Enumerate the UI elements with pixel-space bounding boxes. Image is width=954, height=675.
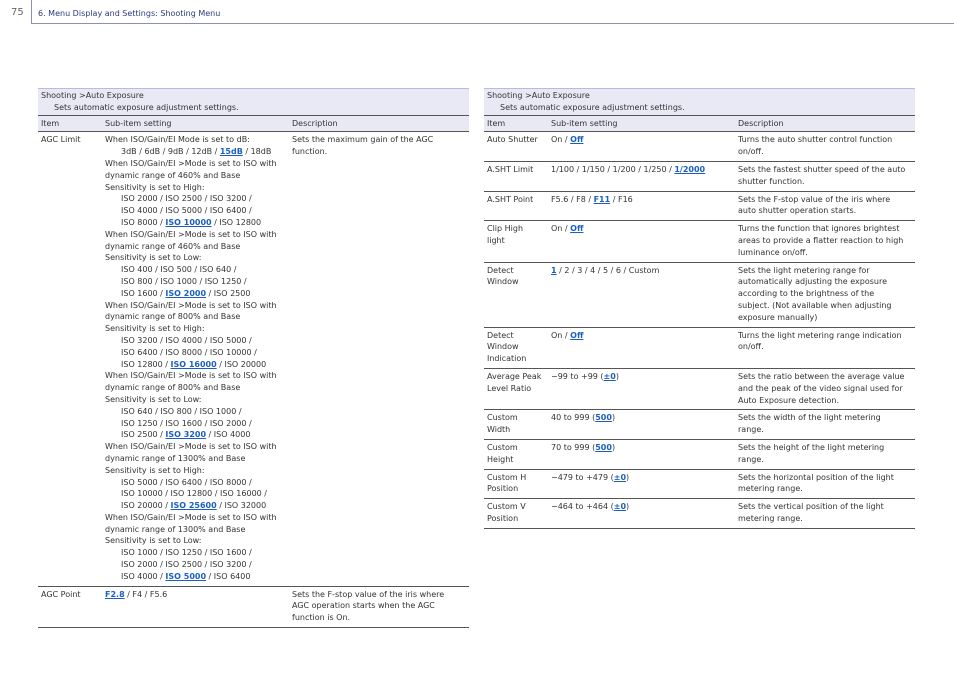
item-name-line: Window bbox=[487, 277, 519, 287]
sub-item-line bbox=[551, 371, 732, 383]
option-text: / 2 / 3 / 4 / 5 / 6 / Custom bbox=[556, 265, 660, 275]
default-value: F11 bbox=[593, 194, 611, 204]
table-row bbox=[484, 191, 915, 221]
option-text: When ISO/Gain/EI >Mode is set to ISO with bbox=[105, 371, 277, 381]
item-name-line: A.SHT Limit bbox=[487, 164, 534, 174]
default-value: ISO 10000 bbox=[165, 217, 212, 227]
option-text: ISO 640 / ISO 800 / ISO 1000 / bbox=[121, 406, 242, 416]
default-value: ±0 bbox=[613, 502, 627, 512]
description-line: Sets the light metering range for bbox=[738, 265, 870, 275]
default-value: ISO 25600 bbox=[170, 501, 217, 511]
description-cell bbox=[735, 439, 915, 469]
table-row bbox=[484, 327, 915, 368]
sub-item-line bbox=[105, 359, 286, 371]
sub-item-line bbox=[105, 382, 286, 394]
sub-item-line bbox=[105, 347, 286, 359]
table-row bbox=[38, 586, 469, 627]
sub-item-line bbox=[105, 276, 286, 288]
option-text: −99 to +99 ( bbox=[551, 371, 604, 381]
option-text: On / bbox=[551, 135, 571, 145]
option-text: Sensitivity is set to Low: bbox=[105, 536, 202, 546]
description-cell bbox=[735, 410, 915, 440]
item-cell bbox=[484, 161, 548, 191]
sub-item-line bbox=[105, 477, 286, 489]
option-text: / F4 / F5.6 bbox=[124, 589, 168, 599]
default-value: Off bbox=[570, 224, 584, 234]
sub-item-line bbox=[105, 500, 286, 512]
option-text: ISO 400 / ISO 500 / ISO 640 / bbox=[121, 265, 237, 275]
sub-item-cell bbox=[548, 327, 735, 368]
breadcrumb[interactable]: 6. Menu Display and Settings: Shooting Menu bbox=[38, 9, 221, 18]
item-cell bbox=[484, 221, 548, 262]
table-row bbox=[484, 262, 915, 327]
option-text: ISO 5000 / ISO 6400 / ISO 8000 / bbox=[121, 477, 252, 487]
description-cell bbox=[735, 191, 915, 221]
option-text: ISO 20000 / bbox=[121, 501, 171, 511]
option-text: / ISO 20000 bbox=[216, 359, 267, 369]
default-value: ±0 bbox=[603, 371, 616, 381]
description-line: Sets the fastest shutter speed of the auto bbox=[738, 164, 906, 174]
option-text: When ISO/Gain/EI >Mode is set to ISO with bbox=[105, 158, 277, 168]
sub-item-cell bbox=[548, 499, 735, 529]
sub-item-cell bbox=[548, 132, 735, 162]
default-value: 500 bbox=[595, 442, 612, 452]
item-name-line: Position bbox=[487, 484, 519, 494]
description-line: AGC operation starts when the AGC bbox=[292, 601, 435, 611]
sub-item-line bbox=[105, 300, 286, 312]
column-header-description: Description bbox=[289, 115, 469, 132]
sub-item-line bbox=[105, 134, 286, 146]
default-value: 500 bbox=[595, 413, 612, 423]
sub-item-cell bbox=[548, 368, 735, 409]
description-line: Sets the F-stop value of the iris where bbox=[292, 589, 445, 599]
description-line: Sets the maximum gain of the AGC bbox=[292, 135, 434, 145]
sub-item-line bbox=[551, 330, 732, 342]
default-value: 1 bbox=[551, 265, 557, 275]
description-line: subject. (Not available when adjusting bbox=[738, 300, 892, 310]
option-text: / ISO 32000 bbox=[216, 501, 267, 511]
option-text: ISO 800 / ISO 1000 / ISO 1250 / bbox=[121, 276, 247, 286]
default-value: 15dB bbox=[219, 147, 243, 157]
description-line: Sets the horizontal position of the light bbox=[738, 472, 894, 482]
sub-item-line bbox=[105, 229, 286, 241]
sub-item-cell bbox=[548, 262, 735, 327]
sub-item-cell bbox=[102, 132, 289, 586]
description-cell bbox=[289, 586, 469, 627]
table-row bbox=[484, 469, 915, 499]
option-text: −464 to +464 ( bbox=[551, 502, 614, 512]
option-text: / 18dB bbox=[242, 147, 272, 157]
item-name: AGC Limit bbox=[41, 135, 81, 145]
description-line: Sets the width of the light metering bbox=[738, 413, 881, 423]
option-text: ) bbox=[611, 413, 616, 423]
description-line: and the peak of the video signal used for bbox=[738, 383, 903, 393]
option-text: ISO 1000 / ISO 1250 / ISO 1600 / bbox=[121, 548, 252, 558]
item-name-line: Detect bbox=[487, 330, 514, 340]
sub-item-line bbox=[105, 288, 286, 300]
description-line: Sets the ratio between the average value bbox=[738, 371, 905, 381]
sub-item-line bbox=[105, 193, 286, 205]
description-cell bbox=[735, 161, 915, 191]
default-value: ISO 16000 bbox=[170, 359, 217, 369]
sub-item-line bbox=[551, 501, 732, 513]
item-name-line: Height bbox=[487, 454, 514, 464]
default-value: ISO 2000 bbox=[165, 288, 207, 298]
description-line: Auto Exposure detection. bbox=[738, 395, 840, 405]
sub-item-line bbox=[105, 512, 286, 524]
sub-item-line bbox=[105, 406, 286, 418]
item-name-line: A.SHT Point bbox=[487, 194, 534, 204]
option-text: ISO 2000 / ISO 2500 / ISO 3200 / bbox=[121, 194, 252, 204]
sub-item-line bbox=[105, 524, 286, 536]
default-value: F2.8 bbox=[105, 589, 125, 599]
option-text: / F16 bbox=[610, 194, 633, 204]
sub-item-line bbox=[105, 453, 286, 465]
option-text: When ISO/Gain/EI >Mode is set to ISO with bbox=[105, 512, 277, 522]
item-cell bbox=[38, 586, 102, 627]
description-line: Turns the function that ignores brightest bbox=[738, 224, 900, 234]
option-text: Sensitivity is set to Low: bbox=[105, 253, 202, 263]
description-line: Sets the F-stop value of the iris where bbox=[738, 194, 891, 204]
column-header-sub-item-setting: Sub-item setting bbox=[548, 115, 735, 132]
description-line: function. bbox=[292, 147, 328, 157]
item-cell bbox=[484, 327, 548, 368]
item-name-line: Custom V bbox=[487, 502, 526, 512]
item-name-line: Average Peak bbox=[487, 371, 542, 381]
description-line: Sets the vertical position of the light bbox=[738, 502, 884, 512]
description-line: Turns the light metering range indication bbox=[738, 330, 902, 340]
description-line: according to the brightness of the bbox=[738, 289, 875, 299]
sub-item-line bbox=[105, 158, 286, 170]
description-line: on/off. bbox=[738, 342, 764, 352]
item-name: AGC Point bbox=[41, 589, 81, 599]
option-text: ISO 4000 / ISO 5000 / ISO 6400 / bbox=[121, 206, 252, 216]
default-value: 1/2000 bbox=[674, 164, 706, 174]
description-line: exposure manually) bbox=[738, 312, 818, 322]
option-text: 70 to 999 ( bbox=[551, 442, 596, 452]
description-cell bbox=[735, 132, 915, 162]
sub-item-line bbox=[105, 252, 286, 264]
table-title: Shooting >Auto Exposure bbox=[38, 89, 469, 102]
page-number: 75 bbox=[11, 7, 24, 18]
option-text: 3dB / 6dB / 9dB / 12dB / bbox=[121, 147, 220, 157]
table-row bbox=[38, 132, 469, 586]
sub-item-cell bbox=[548, 161, 735, 191]
option-text: dynamic range of 1300% and Base bbox=[105, 453, 246, 463]
description-cell bbox=[735, 262, 915, 327]
option-text: / ISO 4000 bbox=[206, 430, 251, 440]
sub-item-line bbox=[551, 164, 732, 176]
description-line: auto shutter operation starts. bbox=[738, 206, 857, 216]
item-cell bbox=[484, 439, 548, 469]
description-line: range. bbox=[738, 454, 764, 464]
table-row bbox=[484, 161, 915, 191]
default-value: ISO 5000 bbox=[165, 571, 207, 581]
option-text: −479 to +479 ( bbox=[551, 472, 614, 482]
sub-item-cell bbox=[548, 469, 735, 499]
item-cell bbox=[484, 368, 548, 409]
sub-item-line bbox=[105, 241, 286, 253]
description-line: Sets the height of the light metering bbox=[738, 442, 885, 452]
sub-item-line bbox=[105, 205, 286, 217]
option-text: ) bbox=[615, 371, 619, 381]
table-title: Shooting >Auto Exposure bbox=[484, 89, 915, 102]
sub-item-line bbox=[551, 265, 732, 277]
sub-item-line bbox=[105, 571, 286, 583]
sub-item-line bbox=[551, 223, 732, 235]
item-cell bbox=[484, 262, 548, 327]
sub-item-line bbox=[105, 370, 286, 382]
default-value: ISO 3200 bbox=[165, 430, 207, 440]
option-text: When ISO/Gain/EI >Mode is set to ISO with bbox=[105, 442, 277, 452]
option-text: When ISO/Gain/EI >Mode is set to ISO with bbox=[105, 229, 277, 239]
sub-item-line bbox=[105, 170, 286, 182]
option-text: ISO 6400 / ISO 8000 / ISO 10000 / bbox=[121, 347, 257, 357]
option-text: ) bbox=[626, 502, 630, 512]
option-text: Sensitivity is set to High: bbox=[105, 324, 205, 334]
sub-item-line bbox=[105, 418, 286, 430]
table-subtitle: Sets automatic exposure adjustment settings. bbox=[484, 102, 915, 115]
item-name-line: Window bbox=[487, 342, 519, 352]
sub-item-cell bbox=[548, 191, 735, 221]
description-line: on/off. bbox=[738, 147, 764, 157]
sub-item-cell bbox=[548, 410, 735, 440]
auto-exposure-table-left bbox=[38, 88, 469, 628]
description-line: luminance on/off. bbox=[738, 247, 808, 257]
item-cell bbox=[484, 132, 548, 162]
table-row bbox=[484, 368, 915, 409]
option-text: dynamic range of 800% and Base bbox=[105, 383, 241, 393]
sub-item-line bbox=[105, 429, 286, 441]
item-name-line: Custom bbox=[487, 413, 518, 423]
table-row bbox=[484, 439, 915, 469]
sub-item-line bbox=[551, 472, 732, 484]
header-rule bbox=[31, 23, 954, 24]
option-text: 1/100 / 1/150 / 1/200 / 1/250 / bbox=[551, 164, 675, 174]
description-line: range. bbox=[738, 425, 764, 435]
item-name-line: Position bbox=[487, 513, 519, 523]
table-row bbox=[484, 132, 915, 162]
option-text: On / bbox=[551, 330, 571, 340]
option-text: / ISO 12800 bbox=[211, 217, 262, 227]
option-text: 40 to 999 ( bbox=[551, 413, 596, 423]
item-cell bbox=[484, 191, 548, 221]
default-value: Off bbox=[570, 135, 584, 145]
sub-item-line bbox=[105, 589, 286, 601]
description-cell bbox=[735, 368, 915, 409]
option-text: ISO 2000 / ISO 2500 / ISO 3200 / bbox=[121, 560, 252, 570]
option-text: F5.6 / F8 / bbox=[551, 194, 594, 204]
option-text: dynamic range of 1300% and Base bbox=[105, 524, 246, 534]
sub-item-line bbox=[105, 488, 286, 500]
column-header-description: Description bbox=[735, 115, 915, 132]
sub-item-line bbox=[105, 441, 286, 453]
description-cell bbox=[289, 132, 469, 586]
sub-item-line bbox=[551, 412, 732, 424]
sub-item-cell bbox=[548, 221, 735, 262]
sub-item-line bbox=[105, 323, 286, 335]
header-divider bbox=[31, 0, 32, 24]
item-name-line: Level Ratio bbox=[487, 383, 532, 393]
sub-item-line bbox=[105, 182, 286, 194]
item-name-line: Indication bbox=[487, 354, 527, 364]
description-line: Turns the auto shutter control function bbox=[738, 135, 893, 145]
option-text: dynamic range of 460% and Base bbox=[105, 170, 241, 180]
item-cell bbox=[484, 499, 548, 529]
description-line: function is On. bbox=[292, 613, 351, 623]
column-header-item: Item bbox=[484, 115, 548, 132]
sub-item-line bbox=[551, 442, 732, 454]
sub-item-line bbox=[105, 547, 286, 559]
sub-item-line bbox=[105, 535, 286, 547]
option-text: ISO 2500 / bbox=[121, 430, 166, 440]
table-subtitle: Sets automatic exposure adjustment settings. bbox=[38, 102, 469, 115]
description-cell bbox=[735, 499, 915, 529]
sub-item-line bbox=[105, 394, 286, 406]
column-header-sub-item-setting: Sub-item setting bbox=[102, 115, 289, 132]
sub-item-line bbox=[105, 559, 286, 571]
item-cell bbox=[484, 469, 548, 499]
option-text: ISO 10000 / ISO 12800 / ISO 16000 / bbox=[121, 489, 267, 499]
sub-item-line bbox=[105, 465, 286, 477]
option-text: When ISO/Gain/EI Mode is set to dB: bbox=[105, 135, 250, 145]
description-line: metering range. bbox=[738, 484, 803, 494]
sub-item-cell bbox=[102, 586, 289, 627]
table-row bbox=[484, 221, 915, 262]
option-text: / ISO 6400 bbox=[206, 571, 251, 581]
option-text: When ISO/Gain/EI >Mode is set to ISO with bbox=[105, 300, 277, 310]
option-text: Sensitivity is set to High: bbox=[105, 182, 205, 192]
option-text: ISO 4000 / bbox=[121, 571, 166, 581]
description-line: metering range. bbox=[738, 513, 803, 523]
item-name-line: Auto Shutter bbox=[487, 135, 538, 145]
option-text: ISO 12800 / bbox=[121, 359, 171, 369]
sub-item-line bbox=[105, 217, 286, 229]
option-text: ) bbox=[611, 442, 616, 452]
option-text: On / bbox=[551, 224, 571, 234]
description-cell bbox=[735, 469, 915, 499]
option-text: ISO 1600 / bbox=[121, 288, 166, 298]
description-cell bbox=[735, 327, 915, 368]
option-text: ) bbox=[626, 472, 630, 482]
table-row bbox=[484, 410, 915, 440]
item-name-line: Custom bbox=[487, 442, 518, 452]
option-text: dynamic range of 460% and Base bbox=[105, 241, 241, 251]
description-line: areas to provide a flatter reaction to high bbox=[738, 235, 904, 245]
item-cell bbox=[484, 410, 548, 440]
default-value: ±0 bbox=[613, 472, 627, 482]
item-name-line: Clip High bbox=[487, 224, 524, 234]
option-text: Sensitivity is set to Low: bbox=[105, 394, 202, 404]
item-name-line: Width bbox=[487, 425, 511, 435]
sub-item-line bbox=[105, 311, 286, 323]
option-text: dynamic range of 800% and Base bbox=[105, 312, 241, 322]
option-text: ISO 1250 / ISO 1600 / ISO 2000 / bbox=[121, 418, 252, 428]
sub-item-cell bbox=[548, 439, 735, 469]
option-text: / ISO 2500 bbox=[206, 288, 251, 298]
table-row bbox=[484, 499, 915, 529]
description-cell bbox=[735, 221, 915, 262]
sub-item-line bbox=[105, 146, 286, 158]
sub-item-line bbox=[105, 335, 286, 347]
option-text: Sensitivity is set to High: bbox=[105, 465, 205, 475]
item-cell bbox=[38, 132, 102, 586]
description-line: automatically adjusting the exposure bbox=[738, 277, 888, 287]
column-header-item: Item bbox=[38, 115, 102, 132]
sub-item-line bbox=[551, 194, 732, 206]
option-text: ISO 8000 / bbox=[121, 217, 166, 227]
item-name-line: Detect bbox=[487, 265, 514, 275]
default-value: Off bbox=[570, 330, 584, 340]
option-text: ISO 3200 / ISO 4000 / ISO 5000 / bbox=[121, 335, 252, 345]
auto-exposure-table-right bbox=[484, 88, 915, 529]
item-name-line: light bbox=[487, 235, 505, 245]
item-name-line: Custom H bbox=[487, 472, 527, 482]
description-line: shutter function. bbox=[738, 176, 805, 186]
sub-item-line bbox=[551, 134, 732, 146]
sub-item-line bbox=[105, 264, 286, 276]
